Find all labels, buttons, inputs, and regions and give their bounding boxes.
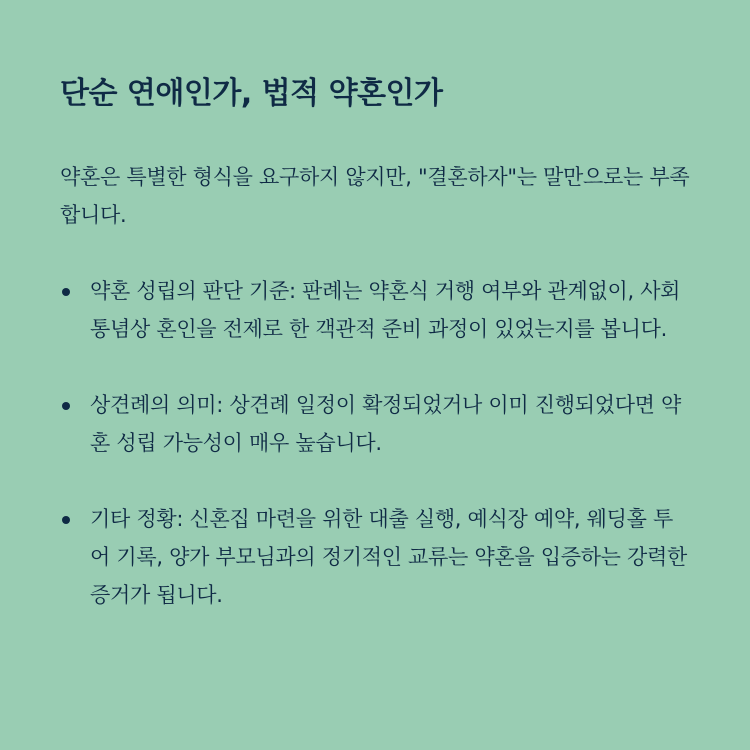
list-item-text: 기타 정황: 신혼집 마련을 위한 대출 실행, 예식장 예약, 웨딩홀 투어 기록, 양가 부모님과의 정기적인 교류는 약혼을 입증하는 강력한 증거가 됩니다. (90, 507, 687, 607)
list-item-text: 상견례의 의미: 상견례 일정이 확정되었거나 이미 진행되었다면 약혼 성립 가능성이 매우 높습니다. (90, 393, 682, 455)
bullet-dot-icon (62, 402, 70, 410)
list-item (60, 386, 690, 462)
list-item (60, 272, 690, 348)
bullet-dot-icon (62, 516, 70, 524)
list-item (60, 500, 690, 614)
list-item-text: 약혼 성립의 판단 기준: 판례는 약혼식 거행 여부와 관계없이, 사회 통념상 혼인을 전제로 한 객관적 준비 과정이 있었는지를 봅니다. (90, 279, 681, 341)
page-title: 단순 연애인가, 법적 약혼인가 (60, 76, 443, 111)
intro-paragraph: 약혼은 특별한 형식을 요구하지 않지만, "결혼하자"는 말만으로는 부족합니다. (60, 165, 690, 227)
bullet-dot-icon (62, 288, 70, 296)
bullet-list (60, 272, 690, 614)
